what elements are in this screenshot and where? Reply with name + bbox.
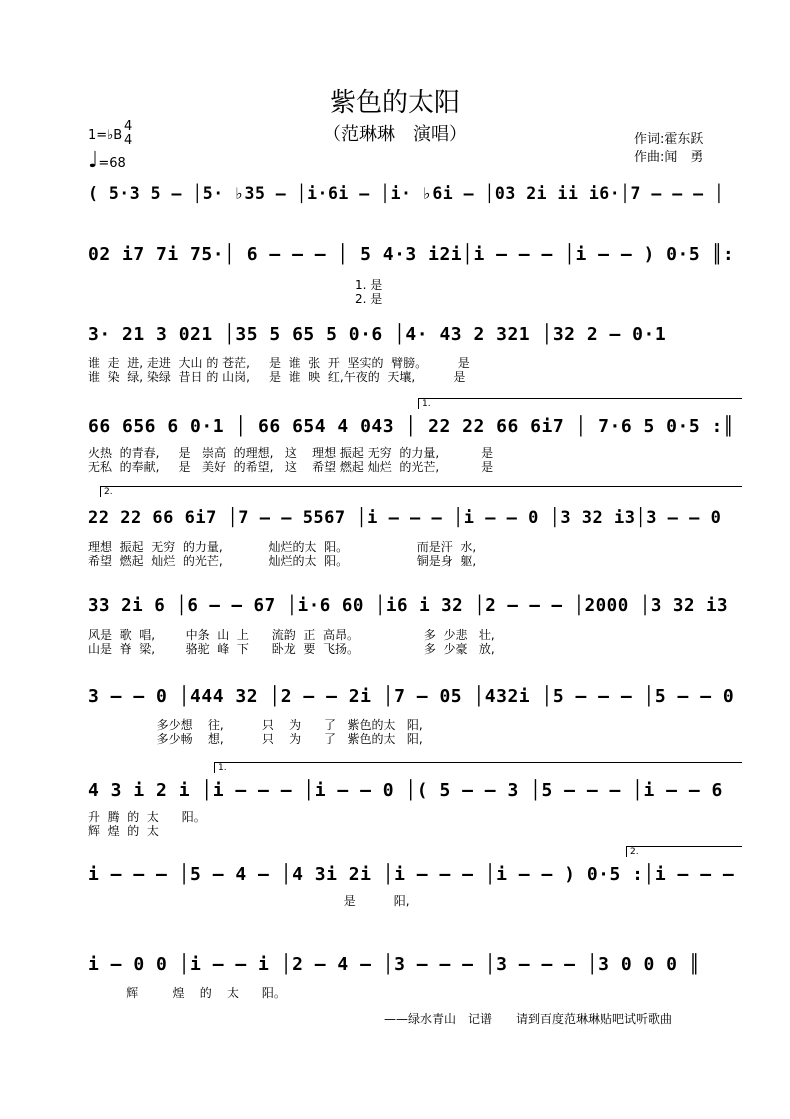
lyric-verse-1: 升 腾 的 太 阳。 bbox=[88, 810, 206, 824]
lyric-verse-2: 山是 脊 梁, 骆驼 峰 下 卧龙 要 飞扬。 多 少豪 放, bbox=[88, 642, 495, 656]
notation-line: 22 22 66 6i7 │7 – – 5567 │i – – – │i – – 0 │3 32 i3│3 – – 0 bbox=[88, 508, 722, 528]
notation-line: i – 0 0 │i – – i │2 – 4 – │3 – – – │3 – – – │3 0 0 0 ║ bbox=[88, 954, 701, 975]
notation-line: 3 – – 0 │444 32 │2 – – 2i │7 – 05 │432i │5 – – – │5 – – 0 bbox=[88, 686, 735, 707]
lyric-verse-1: 是 阳, bbox=[88, 894, 410, 908]
key-label: 1=♭B bbox=[88, 128, 123, 143]
lyric-verse-1: 1. 是 bbox=[88, 278, 383, 292]
notation-line: 4 3 i 2 i │i – – – │i – – 0 │( 5 – – 3 │5 – – – │i – – 6 bbox=[88, 780, 723, 801]
composer: 作曲:闻 勇 bbox=[634, 150, 704, 165]
lyric-verse-2: 多少畅 想, 只 为 了 紫色的太 阳, bbox=[88, 732, 423, 746]
time-signature bbox=[124, 120, 132, 148]
lyric-verse-2: 希望 燃起 灿烂 的光芒, 灿烂的太 阳。 铜是身 躯, bbox=[88, 554, 477, 568]
volta-bracket-2: 2. bbox=[100, 486, 742, 497]
quarter-note-icon: ♩ bbox=[88, 148, 99, 173]
lyricist: 作词:霍东跃 bbox=[634, 132, 704, 147]
lyric-verse-1: 火热 的青春, 是 崇高 的理想, 这 理想 振起 无穷 的力量, 是 bbox=[88, 446, 494, 460]
notation-line: ( 5·3 5 – │5· ♭35 – │i·6i – │i· ♭6i – │03 2i ii i6·│7 – – – │ bbox=[88, 184, 725, 203]
notation-line: 02 i7 7i 75·│ 6 – – – │ 5 4·3 i2i│i – – – │i – – ) 0·5 ║: bbox=[88, 244, 735, 265]
performer-subtitle: （范琳琳 演唱） bbox=[323, 124, 467, 145]
notation-line: i – – – │5 – 4 – │4 3i 2i │i – – – │i – – ) 0·5 :│i – – – bbox=[88, 864, 735, 885]
lyric-verse-1: 辉 煌 的 太 阳。 bbox=[88, 986, 286, 1000]
score-line-5 bbox=[88, 486, 738, 566]
tempo-marking bbox=[88, 148, 126, 173]
transcriber-credit: ——绿水青山 记谱 bbox=[384, 1012, 493, 1026]
lyric-verse-2: 无私 的奉献, 是 美好 的希望, 这 希望 燃起 灿烂 的光芒, 是 bbox=[88, 460, 494, 474]
score-line-7 bbox=[88, 682, 738, 746]
score-line-9 bbox=[88, 846, 738, 906]
notation-line: 66 656 6 0·1 │ 66 654 4 043 │ 22 22 66 6i7 │ 7·6 5 0·5 :║ bbox=[88, 416, 735, 437]
tempo-value: =68 bbox=[98, 156, 126, 171]
notation-line: 3· 21 3 021 │35 5 65 5 0·6 │4· 43 2 321 │32 2 – 0·1 bbox=[88, 324, 667, 345]
time-sig-top: 4 bbox=[124, 119, 133, 134]
lyric-verse-2: 辉 煌 的 太 bbox=[88, 824, 159, 838]
score-line-2 bbox=[88, 242, 738, 306]
score-line-10 bbox=[88, 950, 738, 1002]
lyric-verse-2: 谁 染 绿, 染绿 昔日 的 山岗, 是 谁 映 红,午夜的 天壤, 是 bbox=[88, 370, 466, 384]
lyric-verse-1: 多少想 往, 只 为 了 紫色的太 阳, bbox=[88, 718, 423, 732]
volta-bracket-1: 1. bbox=[418, 398, 742, 409]
score-line-3 bbox=[88, 318, 738, 382]
lyric-verse-2: 2. 是 bbox=[88, 292, 383, 306]
lyric-verse-1: 谁 走 进, 走进 大山 的 苍茫, 是 谁 张 开 坚实的 臂膀。 是 bbox=[88, 356, 470, 370]
lyric-verse-1: 风是 歌 唱, 中条 山 上 流韵 正 高昂。 多 少悲 壮, bbox=[88, 628, 495, 642]
score-line-6 bbox=[88, 590, 738, 654]
score-line-8 bbox=[88, 762, 738, 840]
score-line-1 bbox=[88, 178, 738, 218]
listen-note: 请到百度范琳琳贴吧试听歌曲 bbox=[516, 1012, 673, 1026]
notation-line: 33 2i 6 │6 – – 67 │i·6 60 │i6 i 32 │2 – – – │2000 │3 32 i3 bbox=[88, 596, 729, 616]
volta-bracket-4: 2. bbox=[626, 846, 742, 857]
volta-bracket-3: 1. bbox=[214, 762, 742, 773]
lyric-verse-1: 理想 振起 无穷 的力量, 灿烂的太 阳。 而是汗 水, bbox=[88, 540, 477, 554]
key-signature bbox=[88, 128, 122, 143]
time-sig-bottom: 4 bbox=[124, 133, 133, 148]
song-title: 紫色的太阳 bbox=[329, 88, 460, 118]
score-line-4 bbox=[88, 398, 738, 474]
